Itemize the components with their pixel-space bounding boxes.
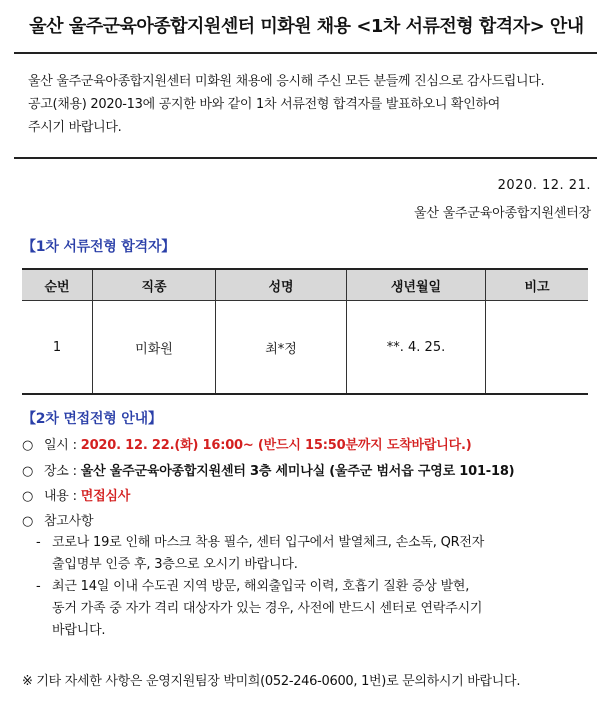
note-2-line-2: 동거 가족 중 자가 격리 대상자가 있는 경우, 사전에 반드시 센터로 연락주시기 (52, 601, 483, 616)
header-remarks: 비고 (486, 269, 589, 301)
content-value: 면접심사 (80, 489, 131, 504)
reference-heading (22, 510, 93, 529)
header-job: 직종 (93, 269, 216, 301)
content-label: 내용 : (43, 489, 77, 504)
bullet-icon: ○ (22, 464, 34, 479)
page-title: 울산 울주군육아종합지원센터 미화원 채용 <1차 서류전형 합격자> 안내 (29, 16, 584, 37)
note-item-2 (36, 576, 596, 642)
cell-number: 1 (22, 301, 93, 395)
intro-line-1: 울산 울주군육아종합지원센터 미화원 채용에 응시해 주신 모든 분들께 진심으로 감사드립니다. (28, 74, 545, 89)
results-table (22, 268, 588, 395)
intro-text (28, 70, 593, 139)
bullet-icon: ○ (22, 438, 34, 453)
header-birthdate: 생년월일 (347, 269, 486, 301)
cell-birthdate: **. 4. 25. (347, 301, 486, 395)
interview-content (22, 485, 130, 504)
issuer-name: 울산 울주군육아종합지원센터장 (414, 206, 591, 221)
cell-name: 최*정 (216, 301, 347, 395)
time-label: 일시 : (43, 438, 77, 453)
intro-line-3: 주시기 바랍니다. (28, 120, 122, 135)
note-1-line-1: 코로나 19로 인해 마스크 착용 필수, 센터 입구에서 발열체크, 손소독, QR전자 (52, 535, 485, 550)
note-2-line-1: 최근 14일 이내 수도권 지역 방문, 해외출입국 이력, 호흡기 질환 증상 발현, (52, 579, 470, 594)
note-1-line-2: 출입명부 인증 후, 3층으로 오시기 바랍니다. (52, 557, 298, 572)
section-1-heading: 【1차 서류전형 합격자】 (22, 239, 176, 255)
section-2-heading: 【2차 면접전형 안내】 (22, 411, 162, 427)
bullet-icon: ○ (22, 514, 34, 529)
bullet-icon: ○ (22, 489, 34, 504)
intro-line-2: 공고(채용) 2020-13에 공지한 바와 같이 1차 서류전형 합격자를 발표하오니 확인하여 (28, 97, 500, 112)
reference-label: 참고사항 (43, 514, 94, 529)
announcement-date: 2020. 12. 21. (497, 178, 591, 193)
place-value: 울산 울주군육아종합지원센터 3층 세미나실 (울주군 범서읍 구영로 101-18) (80, 464, 515, 479)
table-header-row (22, 269, 588, 301)
cell-remarks (486, 301, 589, 395)
table-row (22, 301, 588, 395)
interview-place (22, 460, 514, 479)
footer-contact-note: ※ 기타 자세한 사항은 운영지원팀장 박미희(052-246-0600, 1번)로 문의하시기 바랍니다. (22, 674, 521, 689)
note-item-1 (36, 532, 596, 576)
place-label: 장소 : (43, 464, 77, 479)
time-value: 2020. 12. 22.(화) 16:00~ (반드시 15:50분까지 도착바랍니다.) (80, 438, 472, 453)
dash-marker: - (36, 535, 41, 550)
note-2-line-3: 바랍니다. (52, 623, 106, 638)
header-number: 순번 (22, 269, 93, 301)
cell-job: 미화원 (93, 301, 216, 395)
dash-marker: - (36, 579, 41, 594)
header-name: 성명 (216, 269, 347, 301)
interview-time (22, 434, 471, 453)
